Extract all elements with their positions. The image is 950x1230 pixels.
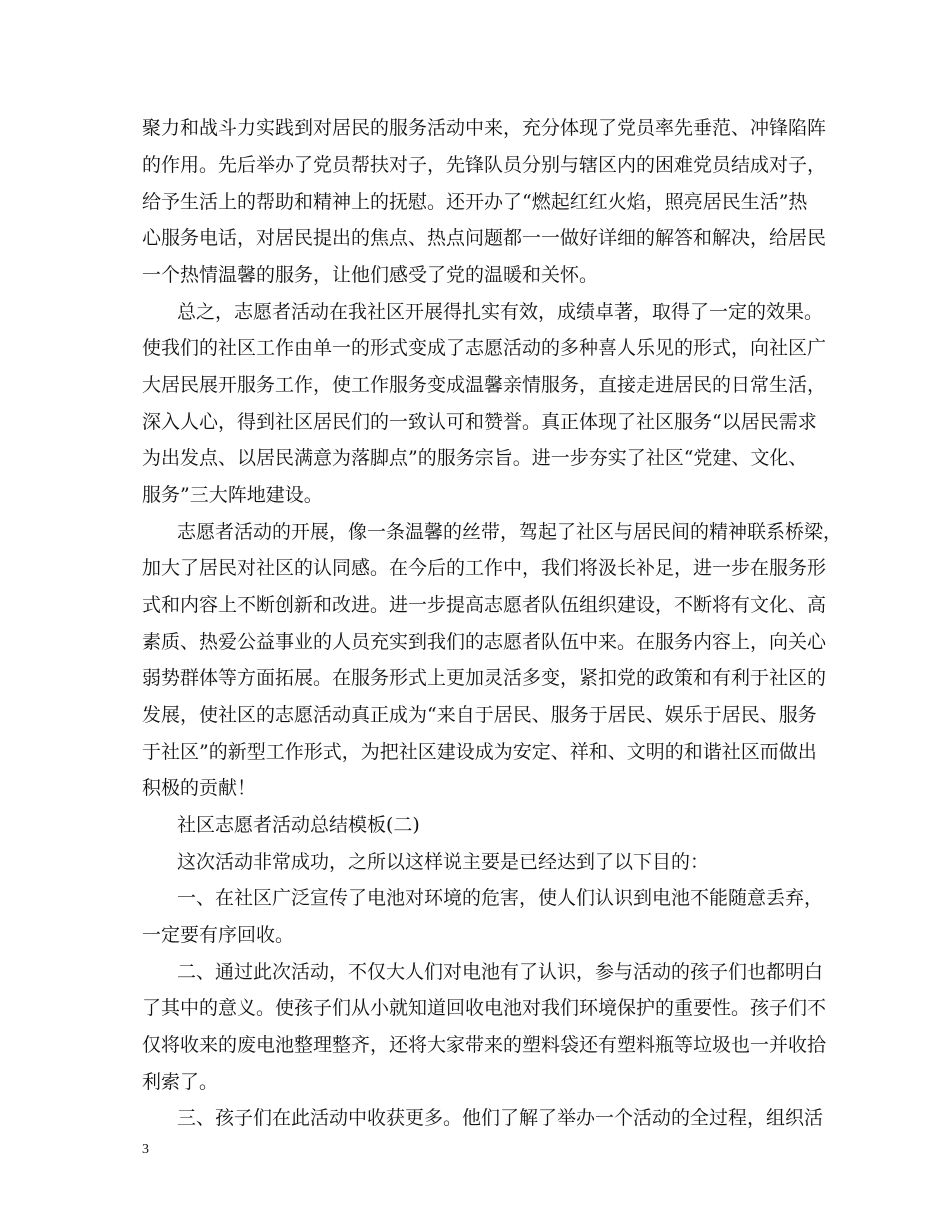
body-text-line: 使我们的社区工作由单一的形式变成了志愿活动的多种喜人乐见的形式，向社区广 bbox=[142, 337, 827, 359]
body-text-line: 服务”三大阵地建设。 bbox=[142, 484, 323, 506]
body-text-line: 的作用。先后举办了党员帮扶对子，先锋队员分别与辖区内的困难党员结成对子， bbox=[142, 154, 827, 176]
paragraph-first-line: 一、在社区广泛宣传了电池对环境的危害，使人们认识到电池不能随意丢弃， bbox=[177, 887, 824, 909]
body-text-line: 弱势群体等方面拓展。在服务形式上更加灵活多变，紧扣党的政策和有利于社区的 bbox=[142, 667, 827, 689]
paragraph-first-line: 总之，志愿者活动在我社区开展得扎实有效，成绩卓著，取得了一定的效果。 bbox=[177, 301, 824, 323]
body-text-line: 给予生活上的帮助和精神上的抚慰。还开办了“燃起红红火焰，照亮居民生活”热 bbox=[142, 191, 808, 213]
body-text-line: 积极的贡献！ bbox=[142, 777, 257, 799]
body-text-line: 一定要有序回收。 bbox=[142, 924, 295, 946]
paragraph-first-line: 二、通过此次活动，不仅大人们对电池有了认识，参与活动的孩子们也都明白 bbox=[177, 961, 824, 983]
body-text-line: 发展，使社区的志愿活动真正成为“来自于居民、服务于居民、娱乐于居民、服务 bbox=[142, 704, 817, 726]
body-text-line: 深入人心，得到社区居民们的一致认可和赞誉。真正体现了社区服务“以居民需求 bbox=[142, 411, 817, 433]
body-text-line: 于社区”的新型工作形式，为把社区建设成为安定、祥和、文明的和谐社区而做出 bbox=[142, 741, 817, 763]
body-text-line: 大居民展开服务工作，使工作服务变成温馨亲情服务，直接走进居民的日常生活， bbox=[142, 374, 827, 396]
paragraph-first-line: 三、孩子们在此活动中收获更多。他们了解了举办一个活动的全过程，组织活 bbox=[177, 1107, 824, 1129]
body-text-line: 仅将收来的废电池整理整齐，还将大家带来的塑料袋还有塑料瓶等垃圾也一并收拾 bbox=[142, 1034, 827, 1056]
paragraph-first-line: 这次活动非常成功，之所以这样说主要是已经达到了以下目的： bbox=[177, 851, 710, 873]
body-text-line: 一个热情温馨的服务，让他们感受了党的温暖和关怀。 bbox=[142, 264, 599, 286]
body-text-line: 利索了。 bbox=[142, 1071, 219, 1093]
body-text-line: 了其中的意义。使孩子们从小就知道回收电池对我们环境保护的重要性。孩子们不 bbox=[142, 997, 827, 1019]
body-text-line: 心服务电话，对居民提出的焦点、热点问题都一一做好详细的解答和解决，给居民 bbox=[142, 227, 827, 249]
section-heading: 社区志愿者活动总结模板(二) bbox=[177, 814, 420, 836]
body-text-line: 加大了居民对社区的认同感。在今后的工作中，我们将汲长补足，进一步在服务形 bbox=[142, 557, 827, 579]
body-text-line: 为出发点、以居民满意为落脚点”的服务宗旨。进一步夯实了社区“党建、文化、 bbox=[142, 447, 808, 469]
paragraph-first-line: 志愿者活动的开展，像一条温馨的丝带，驾起了社区与居民间的精神联系桥梁， bbox=[177, 521, 843, 543]
body-text-line: 素质、热爱公益事业的人员充实到我们的志愿者队伍中来。在服务内容上，向关心 bbox=[142, 631, 827, 653]
page-number: 3 bbox=[142, 1142, 149, 1157]
body-text-line: 聚力和战斗力实践到对居民的服务活动中来，充分体现了党员率先垂范、冲锋陷阵 bbox=[142, 117, 827, 139]
body-text-line: 式和内容上不断创新和改进。进一步提高志愿者队伍组织建设，不断将有文化、高 bbox=[142, 594, 827, 616]
